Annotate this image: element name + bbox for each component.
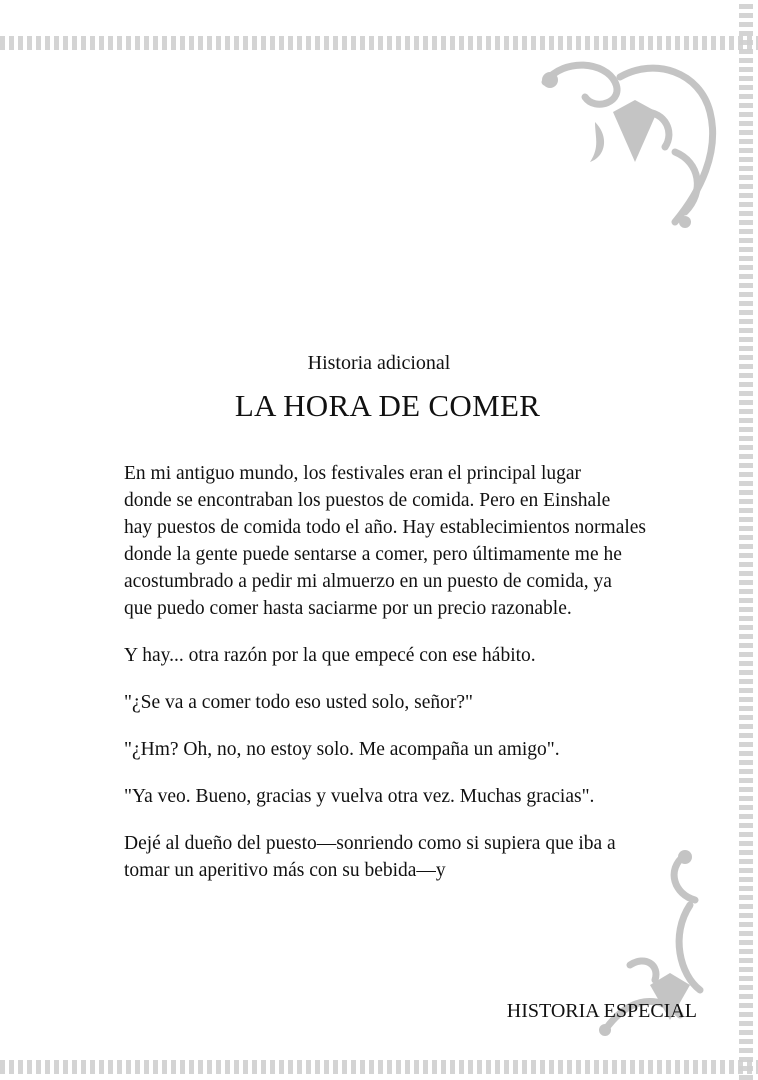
text-line: "¿Hm? Oh, no, no estoy solo. Me acompaña un amigo". [124,739,560,760]
text-line: Dejé al dueño del puesto—sonriendo como si supiera que iba a [124,833,616,854]
text-line: acostumbrado a pedir mi almuerzo en un puesto de comida, ya [124,571,612,592]
text-line: tomar un aperitivo más con su bebida—y [124,860,446,881]
section-subtitle: Historia adicional [307,352,451,374]
paragraph [124,689,714,716]
text-line: "Ya veo. Bueno, gracias y vuelva otra vez. Muchas gracias". [124,786,595,807]
paragraph [124,783,714,810]
text-line: donde se encontraban los puestos de comida. Pero en Einshale [124,490,611,511]
text-line: "¿Se va a comer todo eso usted solo, señor?" [124,692,473,713]
text-line: que puedo comer hasta saciarme por un precio razonable. [124,598,572,619]
text-line: hay puestos de comida todo el año. Hay establecimientos normales [124,517,647,538]
paragraph [124,460,714,622]
corner-ornament-top-icon [525,52,735,232]
chapter-title: LA HORA DE COMER [234,388,541,423]
paragraph [124,642,714,669]
text-line: donde la gente puede sentarse a comer, pero últimamente me he [124,544,622,565]
footer-section-label: HISTORIA ESPECIAL [506,1000,697,1022]
paragraph [124,830,714,884]
body-text [124,460,714,904]
decorative-border-top [0,36,758,50]
text-line: Y hay... otra razón por la que empecé con ese hábito. [124,645,536,666]
decorative-border-right [739,0,753,1080]
decorative-border-bottom [0,1060,758,1074]
paragraph [124,736,714,763]
text-line: En mi antiguo mundo, los festivales eran el principal lugar [124,463,582,484]
